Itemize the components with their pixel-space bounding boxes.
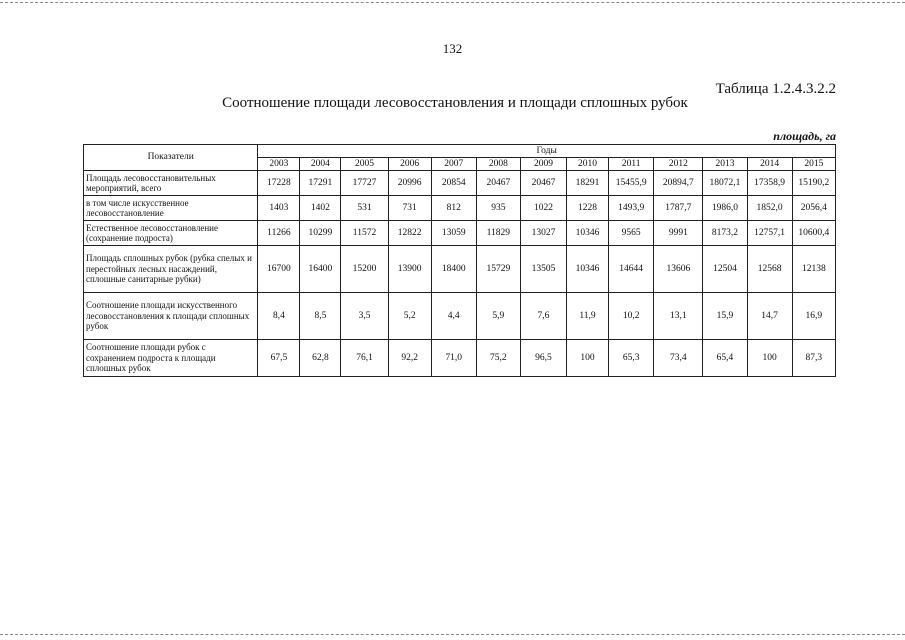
table-cell: 13606: [654, 246, 703, 293]
year-header: 2011: [609, 158, 654, 171]
table-cell: 8173,2: [703, 221, 747, 246]
table-cell: 15200: [341, 246, 388, 293]
table-cell: 7,6: [520, 293, 566, 340]
table-cell: 18072,1: [703, 171, 747, 196]
table-cell: 10,2: [609, 293, 654, 340]
table-cell: 1493,9: [609, 196, 654, 221]
year-header: 2003: [258, 158, 300, 171]
table-row: [84, 221, 836, 246]
table-cell: 10299: [300, 221, 341, 246]
table-cell: 1228: [567, 196, 609, 221]
table-cell: 87,3: [792, 340, 835, 377]
table-cell: 15,9: [703, 293, 747, 340]
year-header: 2012: [654, 158, 703, 171]
row-label: Соотношение площади искусственного лесовосстановления к площади сплошных рубок: [84, 293, 258, 340]
table-cell: 8,5: [300, 293, 341, 340]
table-cell: 2056,4: [792, 196, 835, 221]
year-header: 2010: [567, 158, 609, 171]
table-cell: 71,0: [431, 340, 476, 377]
table-row: [84, 340, 836, 377]
table-cell: 65,3: [609, 340, 654, 377]
table-cell: 1852,0: [747, 196, 792, 221]
table-row: [84, 293, 836, 340]
table-cell: 15455,9: [609, 171, 654, 196]
table-cell: 20996: [388, 171, 431, 196]
scan-edge-bottom: [0, 634, 905, 635]
table-cell: 10346: [567, 221, 609, 246]
table-row: [84, 196, 836, 221]
table-cell: 12568: [747, 246, 792, 293]
table-cell: 73,4: [654, 340, 703, 377]
table-cell: 12757,1: [747, 221, 792, 246]
table-row: [84, 246, 836, 293]
table-cell: 812: [431, 196, 476, 221]
year-header: 2013: [703, 158, 747, 171]
table-cell: 67,5: [258, 340, 300, 377]
year-header: 2008: [476, 158, 520, 171]
table-cell: 9991: [654, 221, 703, 246]
table-cell: 12822: [388, 221, 431, 246]
table-row: [84, 171, 836, 196]
table-cell: 14644: [609, 246, 654, 293]
year-header: 2006: [388, 158, 431, 171]
data-table: [83, 144, 836, 377]
table-cell: 11266: [258, 221, 300, 246]
table-cell: 12504: [703, 246, 747, 293]
table-cell: 18291: [567, 171, 609, 196]
table-cell: 17228: [258, 171, 300, 196]
table-cell: 12138: [792, 246, 835, 293]
table-cell: 13900: [388, 246, 431, 293]
table-cell: 9565: [609, 221, 654, 246]
row-label: Площадь сплошных рубок (рубка спелых и перестойных лесных насаждений, сплошные санитарные рубки): [84, 246, 258, 293]
table-cell: 11829: [476, 221, 520, 246]
table-cell: 17291: [300, 171, 341, 196]
table-cell: 1787,7: [654, 196, 703, 221]
year-header: 2005: [341, 158, 388, 171]
table-cell: 16,9: [792, 293, 835, 340]
year-header: 2007: [431, 158, 476, 171]
table-cell: 11572: [341, 221, 388, 246]
table-cell: 20467: [476, 171, 520, 196]
table-cell: 731: [388, 196, 431, 221]
table-cell: 20894,7: [654, 171, 703, 196]
table-cell: 17727: [341, 171, 388, 196]
table-cell: 11,9: [567, 293, 609, 340]
table-cell: 16400: [300, 246, 341, 293]
table-cell: 14,7: [747, 293, 792, 340]
table-cell: 13027: [520, 221, 566, 246]
table-cell: 17358,9: [747, 171, 792, 196]
table-cell: 18400: [431, 246, 476, 293]
table-id: Таблица 1.2.4.3.2.2: [715, 81, 836, 97]
table-cell: 4,4: [431, 293, 476, 340]
table-cell: 13059: [431, 221, 476, 246]
years-group-header: Годы: [258, 145, 836, 158]
year-header: 2014: [747, 158, 792, 171]
table-cell: 10346: [567, 246, 609, 293]
row-label: в том числе искусственное лесовосстановление: [84, 196, 258, 221]
table-cell: 75,2: [476, 340, 520, 377]
table-cell: 1986,0: [703, 196, 747, 221]
row-label: Площадь лесовосстановительных мероприятий, всего: [84, 171, 258, 196]
table-cell: 1402: [300, 196, 341, 221]
table-cell: 531: [341, 196, 388, 221]
row-label: Естественное лесовосстановление (сохранение подроста): [84, 221, 258, 246]
table-cell: 1403: [258, 196, 300, 221]
units-label: площадь, га: [773, 129, 836, 143]
table-cell: 5,2: [388, 293, 431, 340]
table-cell: 20467: [520, 171, 566, 196]
table-cell: 15190,2: [792, 171, 835, 196]
table-cell: 5,9: [476, 293, 520, 340]
table-cell: 96,5: [520, 340, 566, 377]
scan-edge-top: [0, 2, 905, 3]
table-cell: 20854: [431, 171, 476, 196]
table-cell: 16700: [258, 246, 300, 293]
table-cell: 3,5: [341, 293, 388, 340]
year-header: 2009: [520, 158, 566, 171]
table-cell: 76,1: [341, 340, 388, 377]
table-cell: 935: [476, 196, 520, 221]
table-cell: 100: [747, 340, 792, 377]
year-header: 2015: [792, 158, 835, 171]
indicator-column-header: Показатели: [84, 145, 258, 171]
header-row-years-group: [84, 145, 836, 158]
table-title: Соотношение площади лесовосстановления и площади сплошных рубок: [222, 95, 688, 111]
year-header: 2004: [300, 158, 341, 171]
table-cell: 10600,4: [792, 221, 835, 246]
table-cell: 62,8: [300, 340, 341, 377]
table-cell: 8,4: [258, 293, 300, 340]
table-cell: 1022: [520, 196, 566, 221]
table-cell: 100: [567, 340, 609, 377]
table-cell: 13,1: [654, 293, 703, 340]
table-cell: 15729: [476, 246, 520, 293]
row-label: Соотношение площади рубок с сохранением подроста к площади сплошных рубок: [84, 340, 258, 377]
table-cell: 65,4: [703, 340, 747, 377]
table-cell: 13505: [520, 246, 566, 293]
page-number: 132: [442, 41, 463, 56]
table-cell: 92,2: [388, 340, 431, 377]
